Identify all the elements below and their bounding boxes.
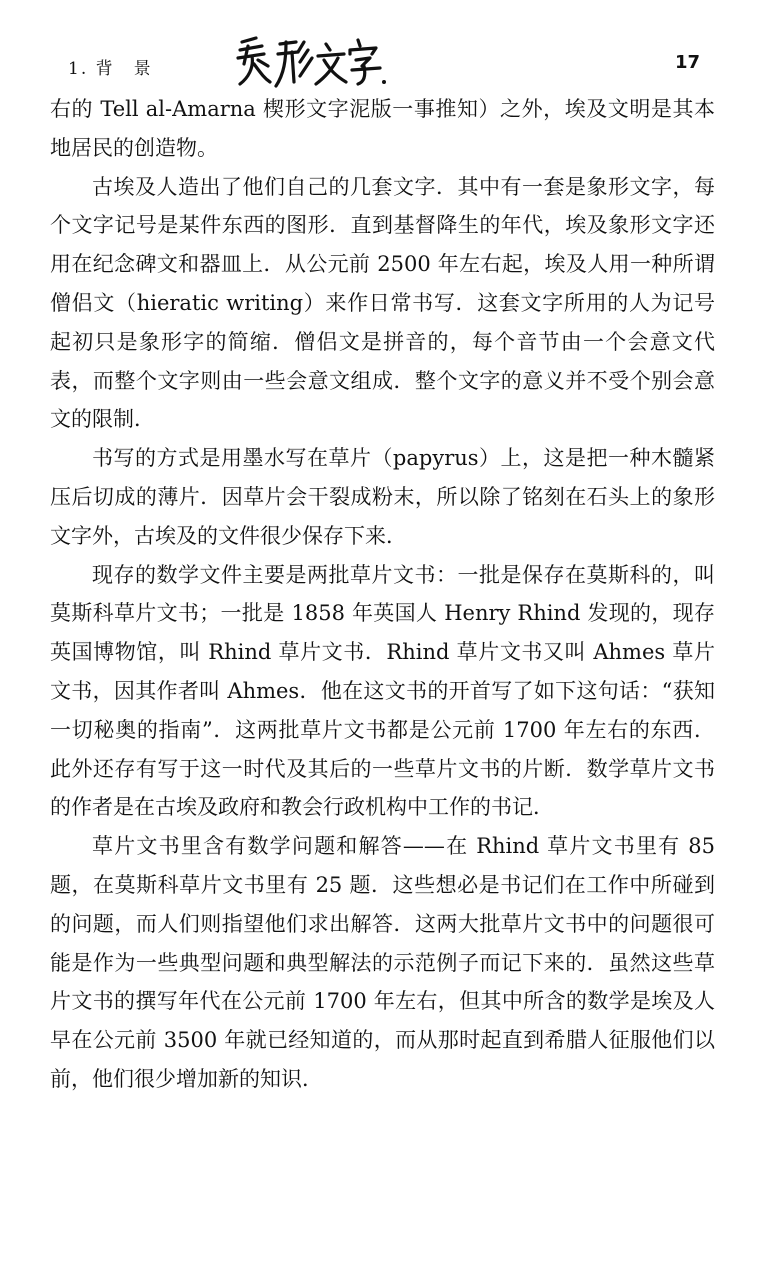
- paragraph-1: 右的 Tell al-Amarna 楔形文字泥版一事推知）之外，埃及文明是其本地居民的创造物。: [50, 97, 715, 160]
- body-text: [50, 90, 715, 1099]
- page-number: 17: [674, 52, 700, 73]
- running-header: [60, 40, 710, 90]
- paragraph-2: 古埃及人造出了他们自己的几套文字．其中有一套是象形文字，每个文字记号是某件东西的图形．直到基督降生的年代，埃及象形文字还用在纪念碑文和器皿上．从公元前 2500 年左右起，埃及人用一种所谓僧侣文（hieratic writing）来作日常书写．这套文字所用的人为记号起初只是象形字的简缩．僧侣文是拼音的，每个音节由一个会意文代表，而整个文字则由一些会意文组成．整个文字的意义并不受个别会意文的限制．: [50, 174, 715, 432]
- paragraph-5: 草片文书里含有数学问题和解答——在 Rhind 草片文书里有 85 题，在莫斯科草片文书里有 25 题．这些想必是书记们在工作中所碰到的问题，而人们则指望他们求出解答．这两大批草片文书中的问题很可能是作为一些典型问题和典型解法的示范例子而记下来的．虽然这些草片文书的撰写年代在公元前 1700 年左右，但其中所含的数学是埃及人早在公元前 3500 年就已经知道的，而从那时起直到希腊人征服他们以前，他们很少增加新的知识．: [50, 834, 715, 1091]
- handwritten-annotation: [230, 34, 390, 94]
- paragraph-4: 现存的数学文件主要是两批草片文书：一批是保存在莫斯科的，叫莫斯科草片文书；一批是 1858 年英国人 Henry Rhind 发现的，现存英国博物馆，叫 Rhind 草片文书．Rhind 草片文书又叫 Ahmes 草片文书，因其作者叫 Ahmes．他在这文书的开首写了如下这句话：“获知一切秘奥的指南”．这两批草片文书都是公元前 1700 年左右的东西．此外还存有写于这一时代及其后的一些草片文书的片断．数学草片文书的作者是在古埃及政府和教会行政机构中工作的书记．: [50, 562, 715, 820]
- section-label: 1. 背 景: [68, 59, 153, 79]
- paragraph-3: 书写的方式是用墨水写在草片（papyrus）上，这是把一种木髓紧压后切成的薄片．因草片会干裂成粉末，所以除了铭刻在石头上的象形文字外，古埃及的文件很少保存下来．: [50, 446, 715, 548]
